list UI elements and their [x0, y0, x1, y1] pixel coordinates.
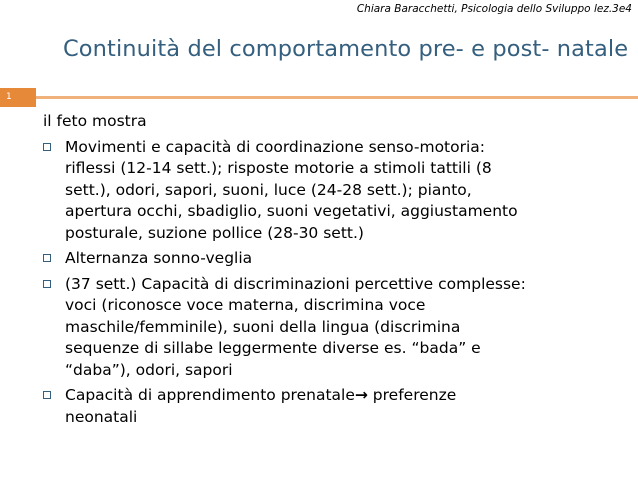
bullet-line: voci (riconosce voce materna, discrimina voce — [65, 296, 426, 314]
slide-number: 1 — [6, 92, 12, 102]
slide-number-bar — [0, 88, 36, 107]
bullet-line: sequenze di sillabe leggermente diverse es. “bada” e — [65, 339, 481, 357]
slide-title: Continuità del comportamento pre- e post- natale — [63, 36, 629, 62]
bullet-line: (37 sett.) Capacità di discriminazioni percettive complesse: — [65, 274, 526, 293]
square-bullet-icon — [43, 254, 51, 262]
bullet-item — [43, 385, 633, 428]
bullet-line: posturale, suzione pollice (28-30 sett.) — [65, 223, 364, 242]
bullet-text — [65, 248, 633, 270]
intro-text: il feto mostra — [43, 112, 147, 130]
bullet-line — [65, 385, 633, 407]
title-divider — [36, 96, 638, 99]
bullet-text — [65, 137, 633, 245]
bullet-line: neonatali — [65, 407, 138, 426]
bullet-segment: Capacità di apprendimento prenatale — [65, 386, 355, 404]
bullet-item — [43, 274, 633, 382]
bullet-line: riflessi (12-14 sett.); risposte motorie a stimoli tattili (8 — [65, 159, 492, 177]
slide-body — [43, 111, 633, 432]
bullet-text — [65, 274, 633, 382]
bullet-line: “daba”), odori, sapori — [65, 360, 233, 379]
bullet-line: Alternanza sonno-veglia — [65, 249, 253, 267]
bullet-item — [43, 248, 633, 270]
square-bullet-icon — [43, 143, 51, 151]
right-arrow-icon: → — [354, 386, 368, 404]
bullet-line: Movimenti e capacità di coordinazione senso-motoria: — [65, 137, 486, 156]
square-bullet-icon — [43, 280, 51, 288]
bullet-text — [65, 385, 633, 428]
bullet-line: maschile/femminile), suoni della lingua (discrimina — [65, 317, 461, 336]
bullet-line: sett.), odori, sapori, suoni, luce (24-28 sett.); pianto, — [65, 180, 472, 199]
bullet-line: apertura occhi, sbadiglio, suoni vegetativi, aggiustamento — [65, 202, 518, 220]
header-note: Chiara Baracchetti, Psicologia dello Sviluppo lez.3e4 — [356, 3, 632, 15]
square-bullet-icon — [43, 391, 51, 399]
bullet-segment: preferenze — [367, 386, 457, 404]
bullet-list — [43, 137, 633, 429]
bullet-item — [43, 137, 633, 245]
